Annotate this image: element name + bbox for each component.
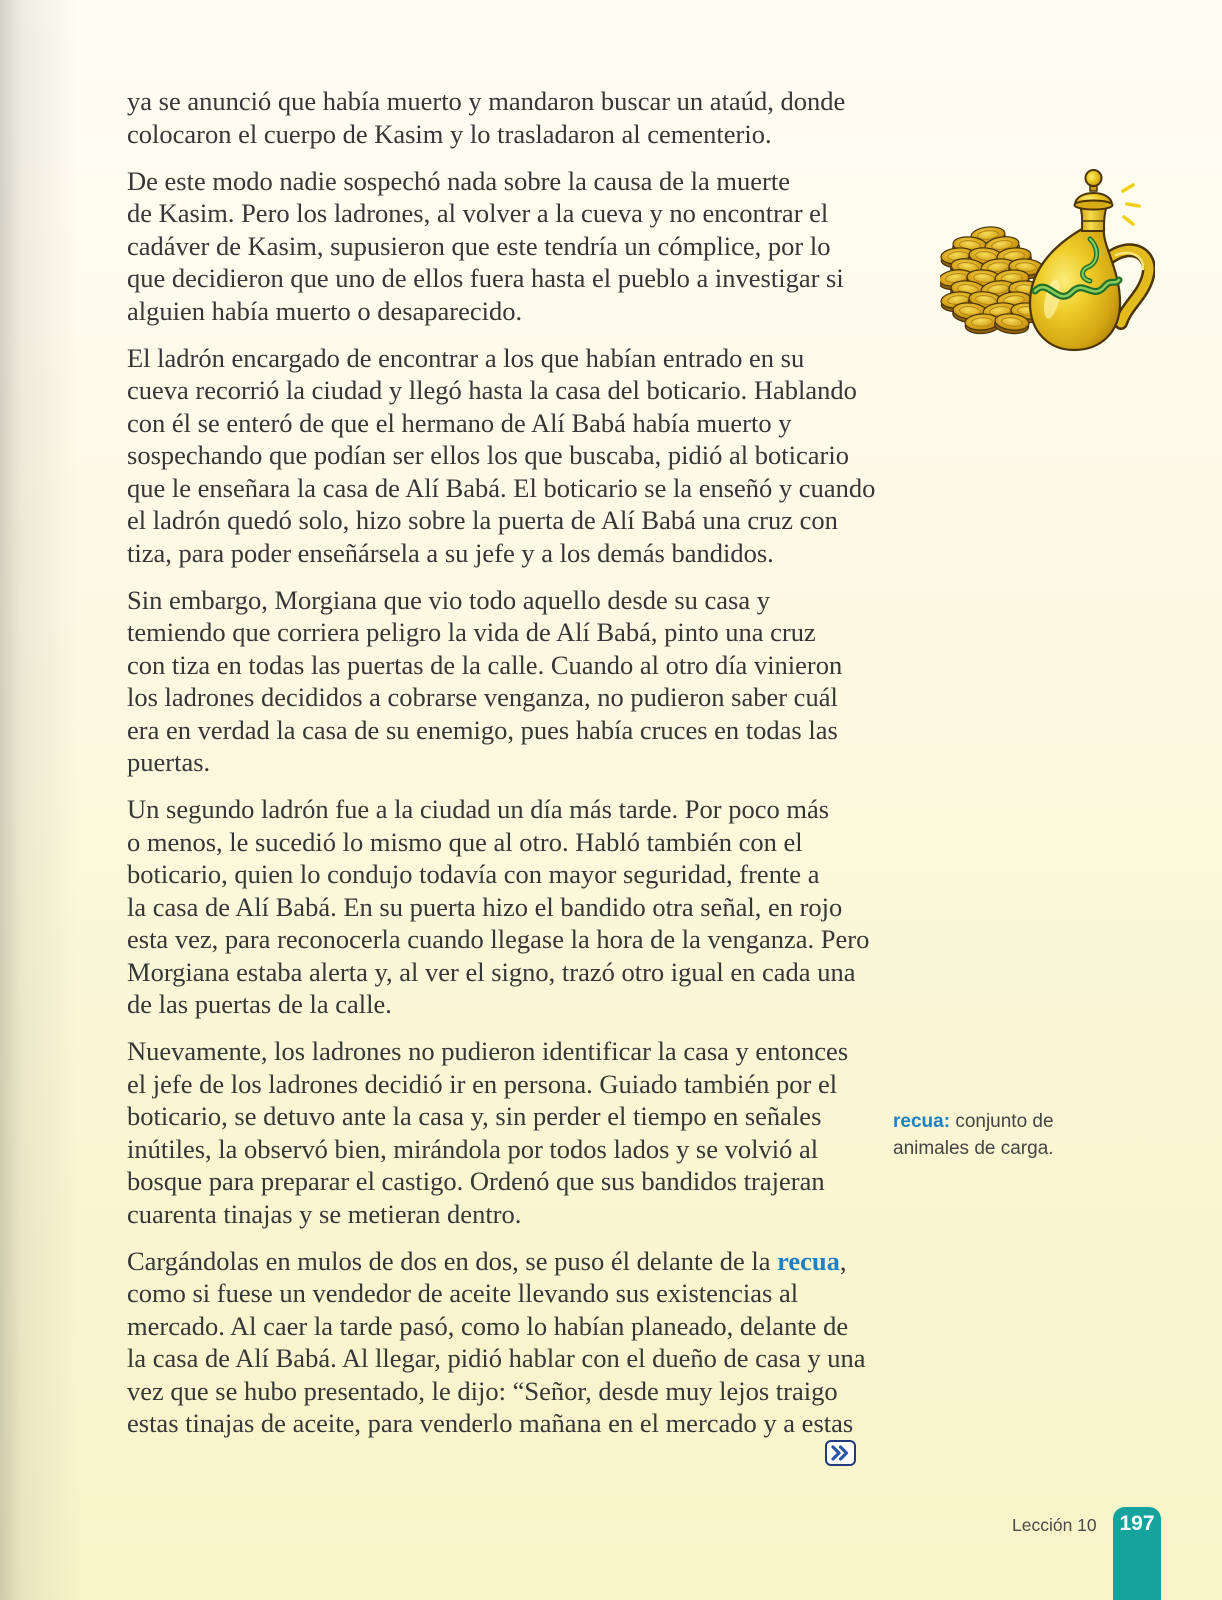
jug-lid <box>1075 170 1113 210</box>
text-line: sospechando que podían ser ellos los que buscaba, pidió al boticario <box>127 440 849 470</box>
text-line: esta vez, para reconocerla cuando llegase la hora de la venganza. Pero <box>127 924 870 954</box>
text-line: cadáver de Kasim, supusieron que este tendría un cómplice, por lo <box>127 230 831 261</box>
double-chevron-right-icon <box>825 1440 856 1466</box>
text-line: Nuevamente, los ladrones no pudieron identificar la casa y entonces <box>127 1036 849 1066</box>
paragraph <box>127 1035 897 1230</box>
text-line: el jefe de los ladrones decidió ir en persona. Guiado también por el <box>127 1068 838 1099</box>
text-line: tiza, para poder enseñársela a su jefe y a los demás bandidos. <box>127 537 774 568</box>
glossary-definition: conjunto de <box>955 1111 1054 1132</box>
text-line: bosque para preparar el castigo. Ordenó que sus bandidos trajeran <box>127 1166 825 1196</box>
page-number: 197 <box>1119 1512 1155 1535</box>
text-line: estas tinajas de aceite, para venderlo mañana en el mercado y a estas <box>127 1408 854 1438</box>
paragraph <box>127 584 897 779</box>
text-segment: , <box>839 1245 847 1276</box>
text-line: vez que se hubo presentado, le dijo: “Señor, desde muy lejos traigo <box>127 1375 838 1406</box>
text-line: inútiles, la observó bien, mirándola por todos lados y se volvió al <box>127 1133 819 1164</box>
highlighted-glossary-term: recua <box>777 1245 840 1276</box>
paragraph <box>127 793 897 1021</box>
text-line: temiendo que corriera peligro la vida de Alí Babá, pinto una cruz <box>127 617 816 647</box>
text-line: la casa de Alí Babá. Al llegar, pidió hablar con el dueño de casa y una <box>127 1343 866 1373</box>
text-line: alguien había muerto o desaparecido. <box>127 295 523 326</box>
text-line: boticario, se detuvo ante la casa y, sin perder el tiempo en señales <box>127 1101 822 1131</box>
text-line: El ladrón encargado de encontrar a los que habían entrado en su <box>127 342 805 373</box>
paragraph <box>127 85 897 150</box>
glossary-definition: animales de carga. <box>893 1138 1054 1159</box>
text-line: De este modo nadie sospechó nada sobre la causa de la muerte <box>127 165 790 196</box>
text-line: que decidieron que uno de ellos fuera hasta el pueblo a investigar si <box>127 263 844 293</box>
text-line: el ladrón quedó solo, hizo sobre la puerta de Alí Babá una cruz con <box>127 505 838 535</box>
paragraph <box>127 342 897 570</box>
golden-jug-with-coins-illustration <box>940 163 1155 355</box>
sparkle-marks <box>1123 185 1139 224</box>
text-line: la casa de Alí Babá. En su puerta hizo el bandido otra señal, en rojo <box>127 891 843 922</box>
text-line: ya se anunció que había muerto y mandaron buscar un ataúd, donde <box>127 86 846 116</box>
text-line: como si fuese un vendedor de aceite llevando sus existencias al <box>127 1278 799 1308</box>
text-line: Un segundo ladrón fue a la ciudad un día más tarde. Por poco más <box>127 794 830 824</box>
text-line <box>127 1245 897 1278</box>
text-line: o menos, le sucedió lo mismo que al otro. Habló también con el <box>127 826 803 857</box>
text-line: mercado. Al caer la tarde pasó, como lo habían planeado, delante de <box>127 1310 849 1341</box>
text-line: con él se enteró de que el hermano de Alí Babá había muerto y <box>127 407 792 438</box>
jug-body <box>1030 229 1120 350</box>
text-line: puertas. <box>127 747 211 777</box>
page-number-tab <box>1113 1507 1161 1600</box>
coin-pile <box>940 225 1046 335</box>
text-line: boticario, quien lo condujo todavía con mayor seguridad, frente a <box>127 859 820 889</box>
next-page-button[interactable] <box>825 1440 856 1466</box>
text-line: colocaron el cuerpo de Kasim y lo trasladaron al cementerio. <box>127 118 772 149</box>
text-line: de las puertas de la calle. <box>127 989 392 1019</box>
text-line: Morgiana estaba alerta y, al ver el signo, trazó otro igual en cada una <box>127 956 856 987</box>
text-line: que le enseñara la casa de Alí Babá. El boticario se la enseñó y cuando <box>127 472 876 503</box>
glossary-line <box>893 1108 1193 1135</box>
page-fold-shadow <box>0 0 80 1600</box>
story-text <box>127 85 897 1454</box>
glossary-note <box>893 1108 1193 1162</box>
text-line: con tiza en todas las puertas de la calle. Cuando al otro día vinieron <box>127 649 843 680</box>
text-line: cuarenta tinajas y se metieran dentro. <box>127 1198 522 1229</box>
paragraph <box>127 165 897 328</box>
text-line: era en verdad la casa de su enemigo, pues había cruces en todas las <box>127 714 838 745</box>
lesson-label: Lección 10 <box>1012 1515 1097 1535</box>
glossary-term: recua: <box>893 1111 951 1132</box>
paragraph <box>127 1245 897 1440</box>
text-line: los ladrones decididos a cobrarse venganza, no pudieron saber cuál <box>127 682 838 712</box>
text-line: Sin embargo, Morgiana que vio todo aquello desde su casa y <box>127 584 770 615</box>
text-line: de Kasim. Pero los ladrones, al volver a la cueva y no encontrar el <box>127 198 829 228</box>
text-line: cueva recorrió la ciudad y llegó hasta la casa del boticario. Hablando <box>127 375 857 405</box>
text-segment: Cargándolas en mulos de dos en dos, se puso él delante de la <box>127 1245 778 1276</box>
